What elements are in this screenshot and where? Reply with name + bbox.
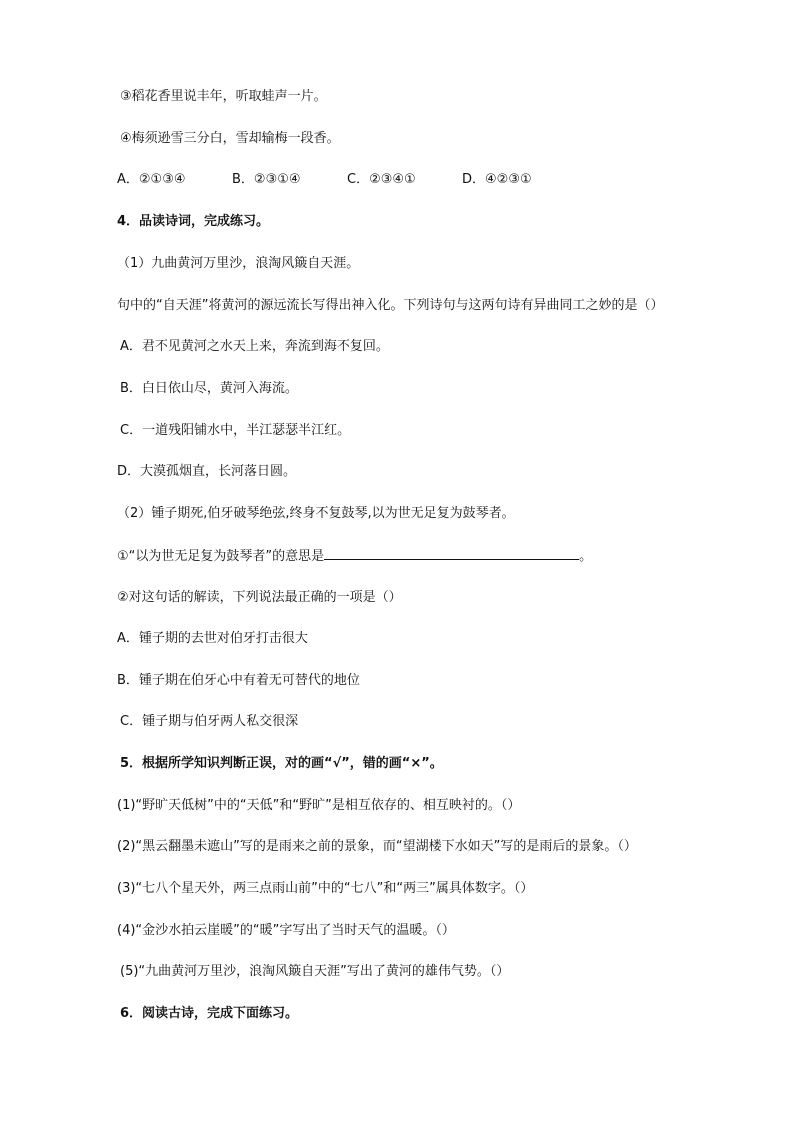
q4-1-question: 句中的“自天涯”将黄河的源远流长写得出神入化。下列诗句与这两句诗有异曲同工之妙的是（） [117,298,664,313]
q5-item-1: (1)“野旷天低树”中的“天低”和“野旷”是相互依存的、相互映衬的。（） [117,798,521,813]
q4-1-option-c: C．一道残阳铺水中，半江瑟瑟半江红。 [120,423,351,438]
q5-item-3: (3)“七八个星天外，两三点雨山前”中的“七八”和“两三”属具体数字。（） [117,881,534,896]
q4-2-1-prompt: ①“以为世无足复为鼓琴者”的意思是 [117,549,325,564]
q5-item-4: (4)“金沙水拍云崖暖”的“暖”字写出了当时天气的温暖。（） [117,923,455,938]
poem-line-4: ④梅须逊雪三分白，雪却输梅一段香。 [120,131,340,146]
q3-option-a: A．②①③④ [117,172,186,187]
q4-1-poem: （1）九曲黄河万里沙，浪淘风簸自天涯。 [117,256,360,271]
q5-title: 5．根据所学知识判断正误，对的画“√”，错的画“×”。 [120,756,443,771]
q5-item-5: (5)“九曲黄河万里沙，浪淘风簸自天涯”写出了黄河的雄伟气势。（） [120,964,510,979]
q4-1-option-d: D．大漠孤烟直，长河落日圆。 [117,464,297,479]
answer-blank[interactable] [324,547,579,560]
q6-title: 6．阅读古诗，完成下面练习。 [120,1006,299,1021]
q4-title: 4．品读诗词，完成练习。 [117,214,270,229]
q4-2-passage: （2）锺子期死,伯牙破琴绝弦,终身不复鼓琴,以为世无足复为鼓琴者。 [117,506,515,521]
poem-line-3: ③稻花香里说丰年，听取蛙声一片。 [120,89,327,104]
q4-1-option-a: A．君不见黄河之水天上来，奔流到海不复回。 [120,339,389,354]
q3-options [117,171,532,189]
q4-2-option-a: A．锺子期的去世对伯牙打击很大 [117,631,308,646]
q4-2-option-c: C．锺子期与伯牙两人私交很深 [120,714,299,729]
q3-option-c: C．②③④① [347,172,416,187]
q3-option-d: D．④②③① [462,172,532,187]
q3-option-b: B．②③①④ [232,172,301,187]
q4-2-option-b: B．锺子期在伯牙心中有着无可替代的地位 [117,673,360,688]
q4-2-2-question: ②对这句话的解读，下列说法最正确的一项是（） [117,590,402,605]
q4-1-option-b: B．白日依山尽，黄河入海流。 [120,381,298,396]
q4-2-1-question [117,547,592,566]
q5-item-2: (2)“黑云翻墨未遮山”写的是雨来之前的景象，而“望湖楼下水如天”写的是雨后的景象。（） [117,839,637,854]
q4-2-1-end: 。 [579,549,593,564]
